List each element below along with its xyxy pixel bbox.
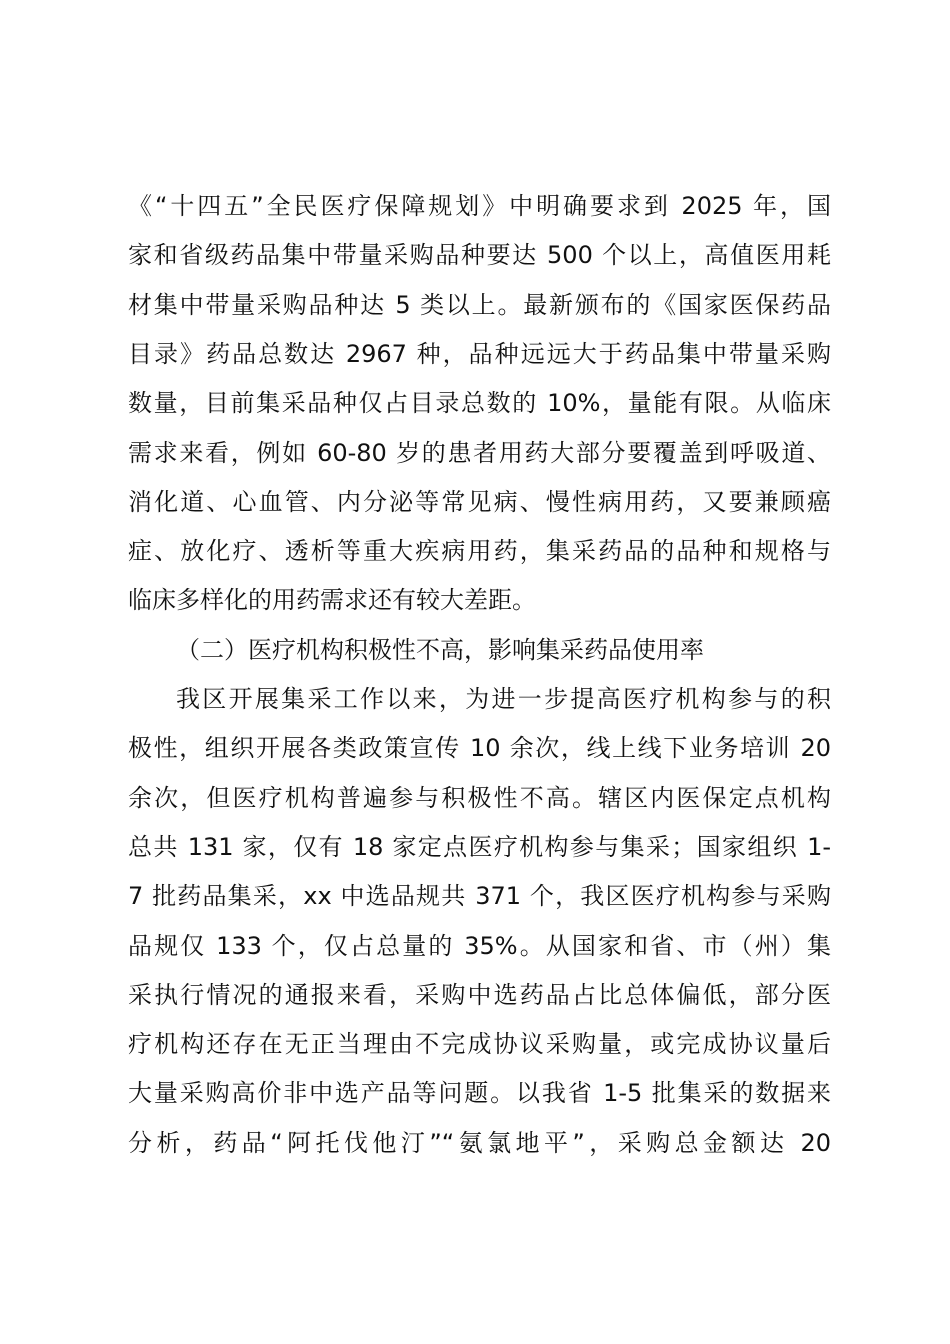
text-line: 余次，但医疗机构普遍参与积极性不高。辖区内医保定点机构 [128, 783, 831, 812]
text-line: 极性，组织开展各类政策宣传 10 余次，线上线下业务培训 20 [128, 734, 831, 763]
text-line: 症、放化疗、透析等重大疾病用药，集采药品的品种和规格与 [128, 537, 831, 566]
text-line: 数量，目前集采品种仅占目录总数的 10%，量能有限。从临床 [128, 389, 831, 418]
text-line: 需求来看，例如 60-80 岁的患者用药大部分要覆盖到呼吸道、 [128, 438, 831, 467]
text-line: 品规仅 133 个，仅占总量的 35%。从国家和省、市（州）集 [128, 931, 831, 960]
text-line: 总共 131 家，仅有 18 家定点医疗机构参与集采；国家组织 1- [128, 832, 831, 861]
text-line: 大量采购高价非中选产品等问题。以我省 1-5 批集采的数据来 [128, 1079, 831, 1108]
text-line: 采执行情况的通报来看，采购中选药品占比总体偏低，部分医 [128, 980, 831, 1009]
text-line: 疗机构还存在无正当理由不完成协议采购量，或完成协议量后 [128, 1030, 831, 1059]
text-line: 分析，药品“阿托伐他汀”“氨氯地平”，采购总金额达 20 [128, 1128, 831, 1157]
section-heading: （二）医疗机构积极性不高，影响集采药品使用率 [176, 635, 704, 664]
text-line: 临床多样化的用药需求还有较大差距。 [128, 586, 536, 615]
text-line: 我区开展集采工作以来，为进一步提高医疗机构参与的积 [176, 685, 831, 713]
text-line: 《“十四五”全民医疗保障规划》中明确要求到 2025 年，国 [128, 192, 831, 220]
text-line: 家和省级药品集中带量采购品种要达 500 个以上，高值医用耗 [128, 241, 831, 270]
text-line: 目录》药品总数达 2967 种，品种远远大于药品集中带量采购 [128, 339, 831, 368]
text-line: 7 批药品集采，xx 中选品规共 371 个，我区医疗机构参与采购 [128, 882, 831, 911]
text-line: 材集中带量采购品种达 5 类以上。最新颁布的《国家医保药品 [128, 290, 831, 319]
text-line: 消化道、心血管、内分泌等常见病、慢性病用药，又要兼顾癌 [128, 487, 831, 516]
